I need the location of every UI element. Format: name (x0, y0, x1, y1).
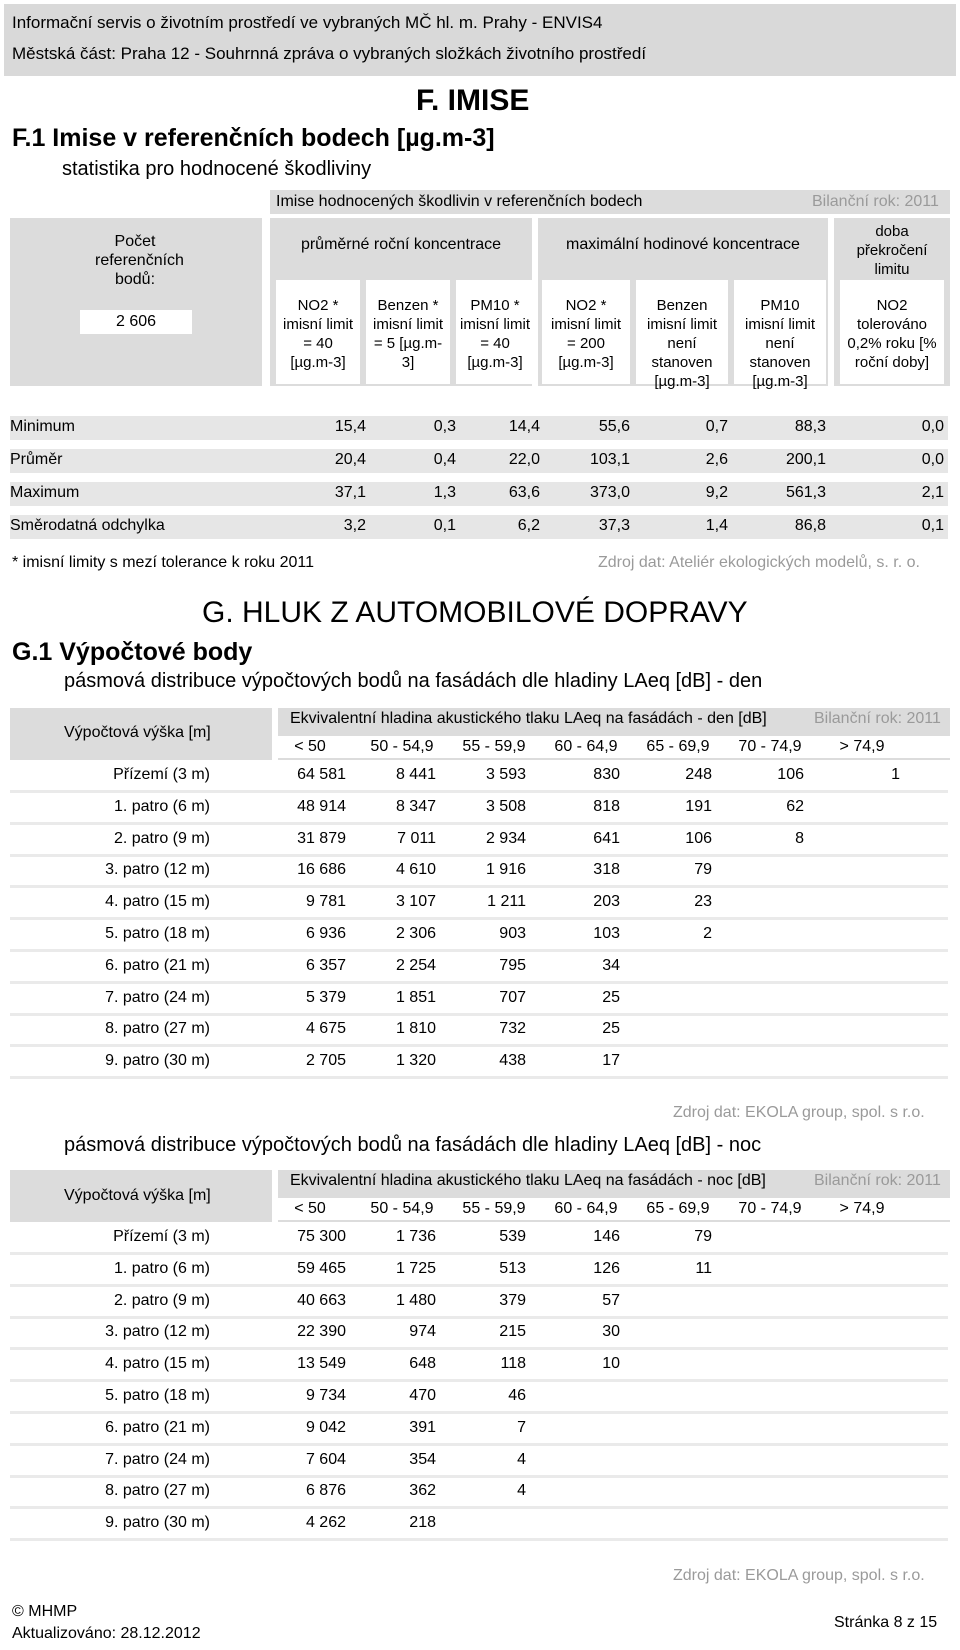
noise-row-label: 5. patro (18 m) (105, 1387, 210, 1404)
noise-cell: 362 (409, 1482, 436, 1500)
imise-footnote: * imisní limity s mezí tolerance k roku 2011 (12, 554, 315, 571)
noise-row-label: Přízemí (3 m) (113, 1228, 210, 1245)
noise-cell: 2 254 (395, 956, 436, 974)
day-source: Zdroj dat: EKOLA group, spol. s r.o. (673, 1104, 925, 1121)
noise-col-header: 70 - 74,9 (738, 1200, 802, 1217)
night-band-label: Ekvivalentní hladina akustického tlaku LAeq na fasádách - noc [dB] (290, 1172, 766, 1189)
noise-cell: 4 675 (305, 1020, 346, 1038)
noise-row-label: 2. patro (9 m) (113, 1291, 210, 1309)
noise-cell: 106 (777, 766, 804, 783)
col-header-1: NO2 * imisní limit = 40 [µg.m-3] (283, 297, 353, 371)
noise-cell: 59 465 (297, 1259, 346, 1277)
f-cell: 200,1 (785, 451, 826, 468)
noise-cell: 732 (499, 1020, 526, 1038)
f-cell: 373,0 (589, 484, 630, 501)
noise-cell: 7 604 (305, 1450, 346, 1468)
row-divider (10, 1284, 948, 1287)
noise-cell: 438 (499, 1052, 526, 1070)
f-cell: 1,4 (705, 517, 728, 534)
row-divider (10, 1013, 948, 1016)
noise-col-header: 65 - 69,9 (646, 738, 710, 755)
f-cell: 103,1 (589, 451, 630, 468)
noise-cell: 62 (786, 797, 804, 815)
noise-row-label: 7. patro (24 m) (105, 988, 210, 1006)
noise-cell: 22 390 (297, 1323, 346, 1341)
noise-cell: 4 262 (305, 1514, 346, 1532)
f-cell: 2,6 (705, 451, 728, 468)
row-divider (10, 790, 948, 793)
f-cell: 63,6 (508, 484, 540, 501)
noise-cell: 3 107 (395, 893, 436, 911)
noise-cell: 126 (593, 1259, 620, 1277)
noise-cell: 7 (517, 1418, 526, 1436)
noise-row-label: 1. patro (6 m) (113, 797, 210, 815)
f-cell: 0,1 (433, 517, 456, 534)
night-row-header: Výpočtová výška [m] (64, 1187, 211, 1204)
noise-cell: 103 (593, 925, 620, 942)
exceed-group-label: doba překročení limitu (856, 223, 928, 278)
noise-cell: 795 (499, 956, 526, 974)
noise-cell: 31 879 (297, 829, 346, 847)
noise-row-label: 2. patro (9 m) (113, 829, 210, 847)
noise-col-header: 65 - 69,9 (646, 1200, 710, 1217)
noise-cell: 79 (694, 861, 712, 879)
night-caption: pásmová distribuce výpočtových bodů na fasádách dle hladiny LAeq [dB] - noc (64, 1134, 762, 1156)
section-f-title: F. IMISE (416, 84, 530, 117)
day-band-label: Ekvivalentní hladina akustického tlaku LAeq na fasádách - den [dB] (290, 710, 767, 727)
noise-cell: 4 610 (395, 861, 436, 879)
noise-col-header: 55 - 59,9 (462, 1200, 526, 1217)
noise-row-label: 6. patro (21 m) (105, 1418, 210, 1436)
noise-cell: 3 593 (485, 766, 526, 783)
noise-cell: 1 916 (485, 861, 526, 879)
noise-cell: 6 876 (305, 1482, 346, 1500)
noise-cell: 118 (500, 1355, 526, 1373)
noise-cell: 1 736 (395, 1228, 436, 1245)
noise-cell: 354 (409, 1450, 436, 1468)
noise-cell: 830 (593, 766, 620, 783)
noise-col-header: 55 - 59,9 (462, 738, 526, 755)
noise-cell: 16 686 (297, 861, 346, 879)
row-divider (10, 1316, 948, 1319)
f-cell: 1,3 (433, 484, 456, 501)
f-row-label: Průměr (10, 451, 63, 468)
noise-cell: 1 211 (487, 893, 526, 911)
noise-row-label: 7. patro (24 m) (105, 1450, 210, 1468)
f-row-label: Směrodatná odchylka (10, 517, 165, 534)
f-row-label: Maximum (10, 484, 80, 501)
page-header (4, 4, 956, 76)
noise-cell: 641 (593, 829, 620, 847)
noise-cell: 10 (602, 1355, 620, 1373)
noise-cell: 218 (409, 1514, 436, 1532)
noise-cell: 1 (891, 766, 900, 783)
count-label: Počet referenčních bodů: (95, 233, 184, 288)
noise-cell: 191 (685, 797, 712, 815)
noise-cell: 48 914 (297, 797, 346, 815)
f-cell: 55,6 (598, 418, 630, 435)
noise-cell: 6 936 (305, 925, 346, 942)
noise-cell: 25 (602, 988, 620, 1006)
f-cell: 15,4 (334, 418, 366, 435)
header-line-1: Informační servis o životním prostředí ve vybraných MČ hl. m. Prahy - ENVIS4 (12, 13, 603, 32)
noise-cell: 513 (499, 1259, 526, 1277)
footer-page: Stránka 8 z 15 (834, 1614, 938, 1631)
row-divider (10, 1538, 948, 1541)
noise-cell: 391 (409, 1418, 436, 1436)
noise-row-label: 4. patro (15 m) (105, 893, 210, 911)
noise-col-header: 60 - 64,9 (554, 738, 618, 755)
noise-cell: 1 320 (395, 1052, 436, 1070)
noise-col-header: 70 - 74,9 (738, 738, 802, 755)
noise-cell: 8 347 (395, 797, 436, 815)
noise-row-label: 6. patro (21 m) (105, 956, 210, 974)
noise-cell: 9 781 (305, 893, 346, 911)
noise-row-label: Přízemí (3 m) (113, 766, 210, 783)
row-divider (10, 1347, 948, 1350)
f-cell: 86,8 (794, 517, 826, 534)
row-divider (10, 1076, 948, 1079)
f-cell: 0,4 (433, 451, 456, 468)
max-group-label: maximální hodinové koncentrace (566, 236, 800, 253)
noise-cell: 25 (602, 1020, 620, 1038)
noise-cell: 379 (499, 1291, 526, 1309)
noise-cell: 4 (517, 1450, 526, 1468)
f-cell: 14,4 (508, 418, 540, 435)
noise-col-header: > 74,9 (839, 1200, 885, 1217)
col-header-4: NO2 * imisní limit = 200 [µg.m-3] (551, 297, 621, 371)
noise-row-label: 5. patro (18 m) (105, 925, 210, 942)
section-g1-title: G.1 Výpočtové body (12, 638, 253, 666)
row-divider (10, 1411, 948, 1414)
f-row-label: Minimum (10, 418, 75, 435)
f-cell: 37,3 (598, 517, 630, 534)
noise-cell: 46 (508, 1387, 526, 1404)
noise-cell: 13 549 (297, 1355, 346, 1373)
f-cell: 20,4 (334, 451, 366, 468)
day-band-year: Bilanční rok: 2011 (814, 710, 941, 727)
row-divider (10, 1379, 948, 1382)
noise-cell: 648 (409, 1355, 436, 1373)
noise-cell: 34 (602, 956, 620, 974)
noise-row-label: 8. patro (27 m) (105, 1020, 210, 1038)
noise-cell: 5 379 (305, 988, 346, 1006)
noise-row-label: 1. patro (6 m) (113, 1259, 210, 1277)
noise-col-header: 50 - 54,9 (370, 1200, 434, 1217)
f-cell: 37,1 (334, 484, 366, 501)
f-cell: 3,2 (343, 517, 366, 534)
noise-cell: 903 (499, 925, 526, 942)
f-cell: 0,1 (921, 517, 944, 534)
noise-cell: 1 851 (395, 988, 436, 1006)
noise-cell: 57 (602, 1291, 620, 1309)
day-caption: pásmová distribuce výpočtových bodů na fasádách dle hladiny LAeq [dB] - den (64, 670, 763, 692)
col-header-2: Benzen * imisní limit = 5 [µg.m-3] (373, 297, 443, 371)
noise-cell: 30 (602, 1323, 620, 1341)
noise-cell: 40 663 (297, 1291, 346, 1309)
row-divider (10, 1044, 948, 1047)
noise-cell: 23 (694, 893, 712, 911)
f-cell: 561,3 (785, 484, 826, 501)
noise-col-header: < 50 (294, 738, 326, 755)
noise-cell: 7 011 (397, 829, 436, 847)
noise-cell: 1 810 (395, 1020, 436, 1038)
noise-cell: 17 (602, 1052, 620, 1070)
row-divider (10, 981, 948, 984)
row-divider (10, 1443, 948, 1446)
noise-cell: 818 (593, 797, 620, 815)
noise-cell: 470 (409, 1387, 436, 1404)
row-divider (10, 917, 948, 920)
imise-band-year: Bilanční rok: 2011 (812, 193, 939, 210)
day-row-header: Výpočtová výška [m] (64, 724, 211, 741)
noise-col-header: > 74,9 (839, 738, 885, 755)
section-f1-title: F.1 Imise v referenčních bodech [µg.m-3] (12, 124, 495, 152)
noise-row-label: 9. patro (30 m) (105, 1514, 210, 1532)
f-cell: 22,0 (508, 451, 540, 468)
noise-cell: 1 480 (395, 1291, 436, 1309)
noise-row-label: 4. patro (15 m) (105, 1355, 210, 1373)
footer-copyright: © MHMP (12, 1603, 78, 1620)
noise-row-label: 8. patro (27 m) (105, 1482, 210, 1500)
noise-cell: 8 (795, 829, 804, 847)
night-source: Zdroj dat: EKOLA group, spol. s r.o. (673, 1567, 925, 1584)
noise-cell: 9 042 (305, 1418, 346, 1436)
header-line-2: Městská část: Praha 12 - Souhrnná zpráva o vybraných složkách životního prostředí (12, 44, 647, 63)
col-header-5: Benzen imisní limit není stanoven [µg.m-3] (647, 297, 717, 390)
noise-cell: 974 (409, 1323, 436, 1341)
noise-cell: 6 357 (305, 956, 346, 974)
noise-cell: 75 300 (297, 1228, 346, 1245)
noise-row-label: 9. patro (30 m) (105, 1052, 210, 1070)
f-cell: 88,3 (794, 418, 826, 435)
f-cell: 0,3 (433, 418, 456, 435)
row-divider (10, 1506, 948, 1509)
avg-group-label: průměrné roční koncentrace (300, 236, 502, 253)
noise-row-label: 3. patro (12 m) (105, 861, 210, 879)
row-divider (10, 822, 948, 825)
noise-row-label: 3. patro (12 m) (105, 1323, 210, 1341)
noise-col-header: < 50 (294, 1200, 326, 1217)
col-header-7: NO2 tolerováno 0,2% roku [% roční doby] (847, 297, 937, 371)
noise-cell: 2 705 (305, 1052, 346, 1070)
noise-cell: 1 725 (395, 1259, 436, 1277)
col-header-3: PM10 * imisní limit = 40 [µg.m-3] (460, 297, 530, 371)
noise-cell: 64 581 (297, 766, 346, 783)
noise-cell: 9 734 (305, 1387, 346, 1404)
night-band-year: Bilanční rok: 2011 (814, 1172, 941, 1189)
col-header-6: PM10 imisní limit není stanoven [µg.m-3] (745, 297, 815, 390)
section-f1-subtitle: statistika pro hodnocené škodliviny (62, 158, 372, 180)
row-divider (10, 854, 948, 857)
noise-cell: 2 306 (395, 925, 436, 942)
imise-source: Zdroj dat: Ateliér ekologických modelů, s. r. o. (598, 554, 920, 571)
noise-cell: 707 (499, 988, 526, 1006)
noise-cell: 11 (695, 1259, 712, 1277)
noise-cell: 3 508 (485, 797, 526, 815)
noise-cell: 2 934 (485, 829, 526, 847)
noise-cell: 539 (499, 1228, 526, 1245)
f-cell: 9,2 (705, 484, 728, 501)
row-divider (10, 1252, 948, 1255)
f-cell: 2,1 (921, 484, 944, 501)
noise-col-header: 60 - 64,9 (554, 1200, 618, 1217)
noise-cell: 4 (517, 1482, 526, 1500)
noise-col-header: 50 - 54,9 (370, 738, 434, 755)
footer-updated: Aktualizováno: 28.12.2012 (12, 1625, 201, 1642)
noise-cell: 8 441 (395, 766, 436, 783)
noise-cell: 146 (593, 1228, 620, 1245)
f-cell: 0,0 (921, 451, 944, 468)
noise-cell: 2 (703, 925, 712, 942)
noise-cell: 79 (694, 1228, 712, 1245)
section-g-title: G. HLUK Z AUTOMOBILOVÉ DOPRAVY (202, 596, 748, 629)
imise-band-label: Imise hodnocených škodlivin v referenčních bodech (276, 193, 643, 210)
row-divider (10, 885, 948, 888)
f-cell: 0,0 (921, 418, 944, 435)
count-value: 2 606 (80, 310, 192, 334)
f-cell: 0,7 (705, 418, 728, 435)
noise-cell: 318 (593, 861, 620, 879)
row-divider (10, 949, 948, 952)
noise-cell: 203 (593, 893, 620, 911)
noise-cell: 106 (685, 829, 712, 847)
noise-cell: 215 (499, 1323, 526, 1341)
f-cell: 6,2 (517, 517, 540, 534)
noise-cell: 248 (685, 766, 712, 783)
row-divider (10, 1475, 948, 1478)
